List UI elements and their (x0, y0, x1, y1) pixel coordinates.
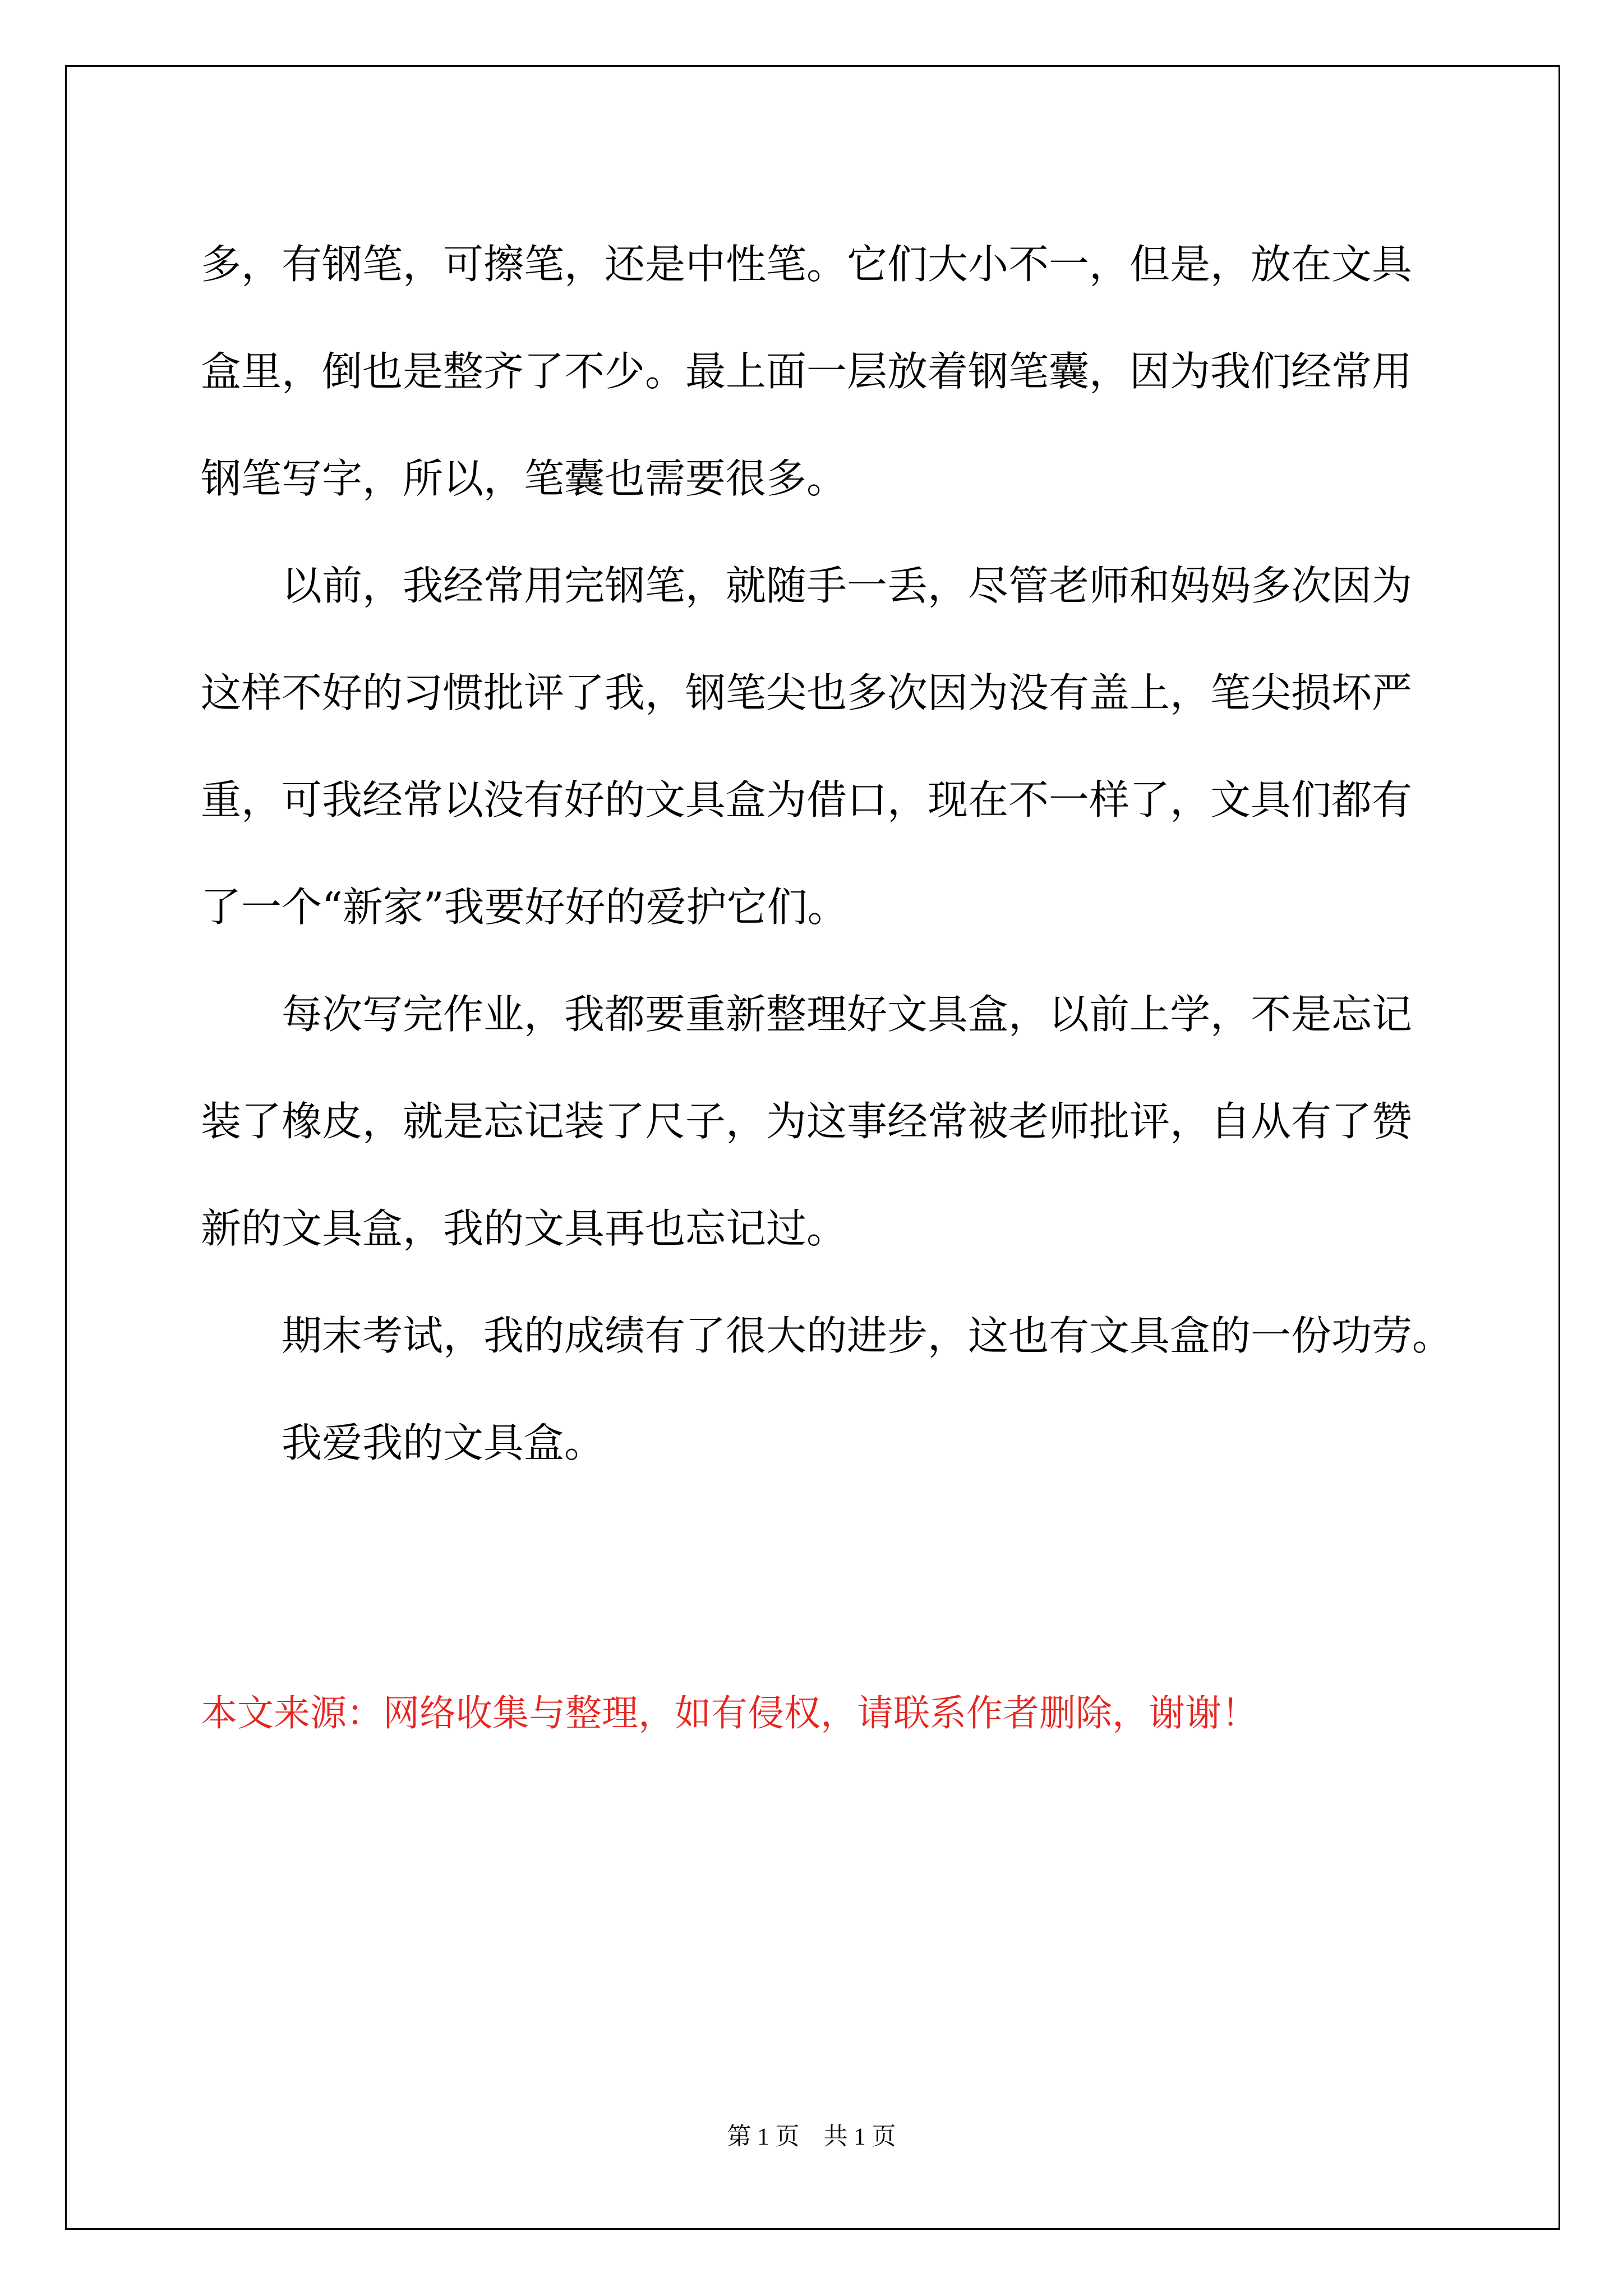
text-line: 期末考试，我的成绩有了很大的进步，这也有文具盒的一份功劳。 (282, 1312, 1453, 1359)
text-line: 盒里，倒也是整齐了不少。最上面一层放着钢笔囊，因为我们经常用 (201, 348, 1413, 395)
paragraph-1 (201, 211, 1474, 532)
paragraph-5 (201, 1389, 1474, 1497)
paragraph-2 (201, 532, 1474, 961)
source-note: 本文来源：网络收集与整理，如有侵权，请联系作者删除，谢谢！ (201, 1692, 1258, 1734)
text-line: 装了橡皮，就是忘记装了尺子，为这事经常被老师批评，自从有了赞 (201, 1098, 1413, 1145)
text-line: 这样不好的习惯批评了我，钢笔尖也多次因为没有盖上，笔尖损坏严 (201, 669, 1413, 716)
text-line: 新的文具盒，我的文具再也忘记过。 (201, 1205, 847, 1252)
text-line: 每次写完作业，我都要重新整理好文具盒，以前上学，不是忘记 (282, 991, 1413, 1038)
text-line: 多，有钢笔，可擦笔，还是中性笔。它们大小不一，但是，放在文具 (201, 241, 1413, 288)
text-line: 了一个“新家”我要好好的爱护它们。 (201, 884, 848, 931)
text-line: 以前，我经常用完钢笔，就随手一丢，尽管老师和妈妈多次因为 (282, 562, 1413, 609)
page-footer: 第 1 页 共 1 页 (727, 2124, 896, 2150)
paragraph-3 (201, 961, 1474, 1282)
text-line: 钢笔写字，所以，笔囊也需要很多。 (201, 455, 847, 502)
text-line: 重，可我经常以没有好的文具盒为借口，现在不一样了，文具们都有 (201, 776, 1413, 823)
document-body (201, 211, 1474, 1497)
text-line: 我爱我的文具盒。 (282, 1419, 605, 1466)
paragraph-4 (201, 1282, 1474, 1389)
